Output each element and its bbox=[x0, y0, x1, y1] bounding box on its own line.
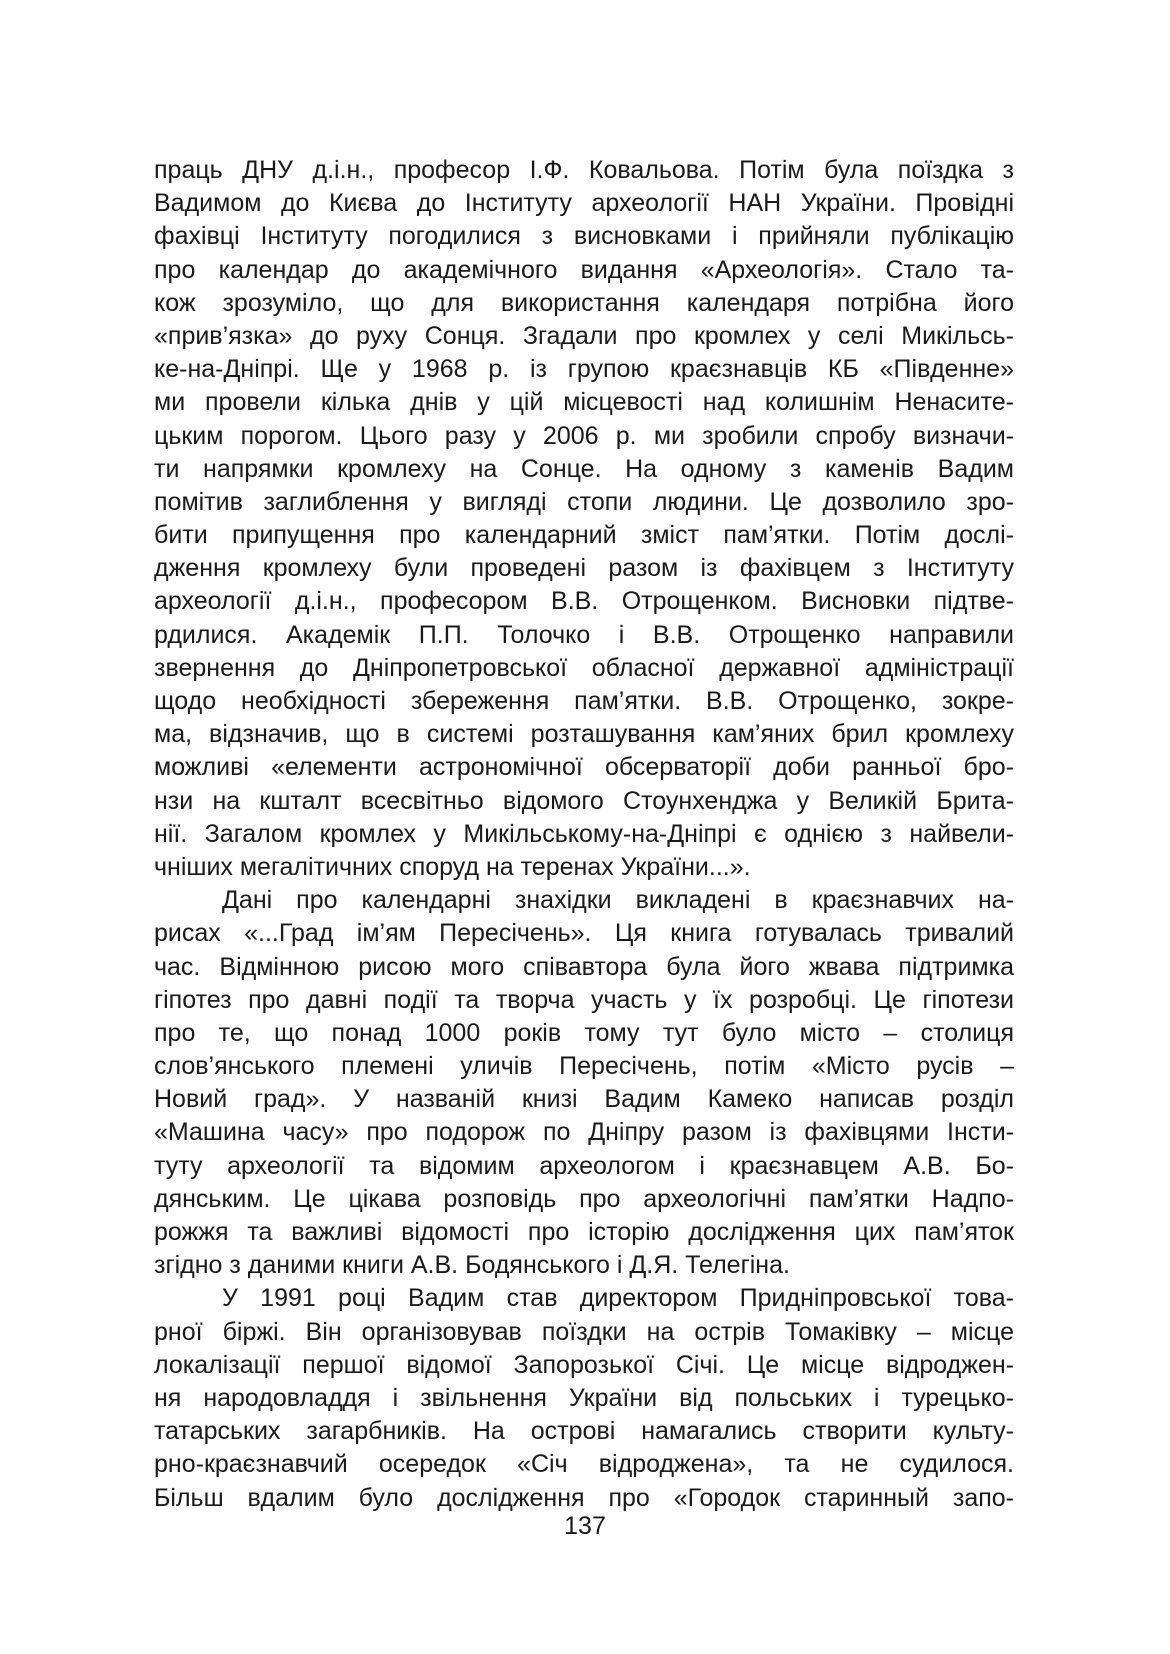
text-line: ми провели кілька днів у цій місцевості над колишнім Ненасите- bbox=[154, 388, 1014, 417]
paragraph bbox=[154, 1282, 1014, 1514]
text-line: «Машина часу» про подорож по Дніпру разом із фахівцями Інсти- bbox=[154, 1118, 1014, 1147]
text-line: нзи на кшталт всесвітньо відомого Стоунхенджа у Великій Брита- bbox=[154, 786, 1014, 815]
text-line: згідно з даними книги А.В. Бодянського і Д.Я. Телегіна. bbox=[154, 1251, 790, 1280]
text-line: ти напрямки кромлеху на Сонце. На одному з каменів Вадим bbox=[154, 454, 1014, 483]
text-line: Дані про календарні знахідки викладені в краєзнавчих на- bbox=[222, 886, 1014, 915]
text-line: чніших мегалітичних споруд на теренах України...». bbox=[154, 852, 751, 881]
text-line: кож зрозуміло, що для використання календаря потрібна його bbox=[154, 288, 1014, 317]
text-line: ма, відзначив, що в системі розташування кам’яних брил кромлеху bbox=[154, 720, 1014, 749]
page-number: 137 bbox=[564, 1512, 606, 1540]
text-line: У 1991 році Вадим став директором Придніпровської това- bbox=[222, 1284, 1014, 1313]
text-line: гіпотез про давні події та творча участь у їх розробці. Це гіпотези bbox=[154, 985, 1014, 1014]
text-line: рисах «...Град ім’ям Пересічень». Ця книга готувалась тривалий bbox=[154, 919, 1014, 948]
text-line: археології д.і.н., професором В.В. Отрощенком. Висновки підтве- bbox=[154, 587, 1014, 616]
text-line: Вадимом до Києва до Інституту археології НАН України. Провідні bbox=[154, 189, 1014, 218]
text-line: бити припущення про календарний зміст пам’ятки. Потім дослі- bbox=[154, 521, 1014, 550]
text-line: про календар до академічного видання «Археологія». Стало та- bbox=[154, 255, 1014, 284]
text-line: рно-краєзнавчий осередок «Січ відроджена», та не судилося. bbox=[154, 1450, 1014, 1479]
text-line: час. Відмінною рисою мого співавтора була його жвава підтримка bbox=[154, 952, 1014, 981]
text-line: слов’янського племені уличів Пересічень, потім «Місто русів – bbox=[154, 1052, 1014, 1081]
text-line: «прив’язка» до руху Сонця. Згадали про кромлех у селі Микільсь- bbox=[154, 321, 1014, 350]
text-line: туту археології та відомим археологом і краєзнавцем А.В. Бо- bbox=[154, 1151, 1014, 1180]
text-line: можливі «елементи астрономічної обсерваторії доби ранньої бро- bbox=[154, 753, 1014, 782]
paragraph bbox=[154, 154, 1014, 884]
text-line: помітив заглиблення у вигляді стопи людини. Це дозволило зро- bbox=[154, 487, 1014, 516]
text-line: нії. Загалом кромлех у Микільському-на-Дніпрі є однією з найвели- bbox=[154, 819, 1014, 848]
text-line: Більш вдалим було дослідження про «Городок старинный запо- bbox=[154, 1483, 1014, 1512]
text-line: рдилися. Академік П.П. Толочко і В.В. Отрощенко направили bbox=[154, 620, 1014, 649]
text-line: рожжя та важливі відомості про історію дослідження цих пам’яток bbox=[154, 1218, 1014, 1246]
text-line: дження кромлеху були проведені разом із фахівцем з Інституту bbox=[154, 554, 1014, 583]
body-text bbox=[154, 154, 1014, 1515]
text-line: ке-на-Дніпрі. Ще у 1968 р. із групою краєзнавців КБ «Південне» bbox=[154, 355, 1014, 384]
text-line: щодо необхідності збереження пам’ятки. В.В. Отрощенко, зокре- bbox=[154, 687, 1014, 715]
text-line: локалізації першої відомої Запорозької Січі. Це місце відроджен- bbox=[154, 1350, 1014, 1379]
text-line: праць ДНУ д.і.н., професор І.Ф. Ковальова. Потім була поїздка з bbox=[154, 156, 1014, 184]
text-line: дянським. Це цікава розповідь про археологічні пам’ятки Надпо- bbox=[154, 1184, 1014, 1213]
text-line: Новий град». У названій книзі Вадим Камеко написав розділ bbox=[154, 1085, 1014, 1114]
text-line: фахівці Інституту погодилися з висновками і прийняли публікацію bbox=[154, 222, 1014, 251]
text-line: ня народовладдя і звільнення України від польських і турецько- bbox=[154, 1383, 1014, 1412]
paragraph bbox=[154, 884, 1014, 1282]
text-line: рної біржі. Він організовував поїздки на острів Томаківку – місце bbox=[154, 1317, 1014, 1346]
text-line: татарських загарбників. На острові намагались створити культу- bbox=[154, 1417, 1014, 1446]
text-line: про те, що понад 1000 років тому тут було місто – столиця bbox=[154, 1018, 1014, 1047]
text-line: звернення до Дніпропетровської обласної державної адміністрації bbox=[154, 653, 1014, 682]
text-line: цьким порогом. Цього разу у 2006 р. ми зробили спробу визначи- bbox=[154, 421, 1014, 450]
